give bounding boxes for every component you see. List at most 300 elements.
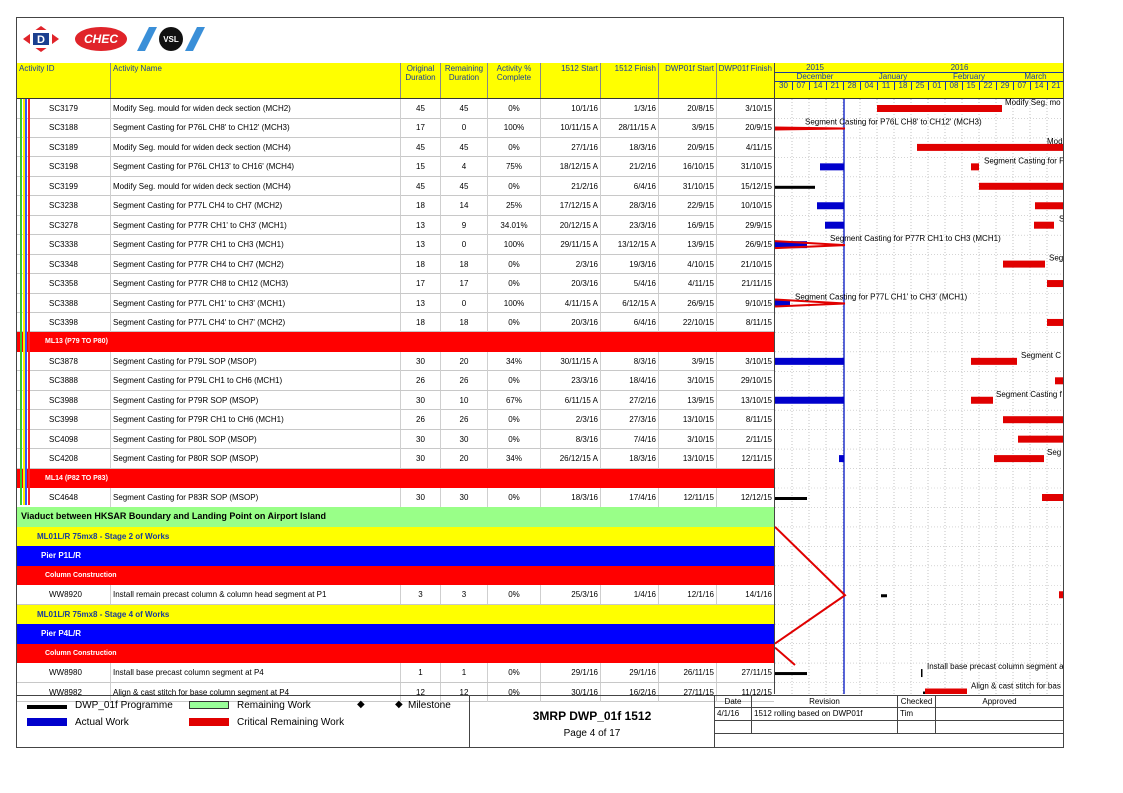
cell-name: Segment Casting for P79L SOP (MSOP) [110, 352, 400, 371]
cell-od: 26 [400, 410, 440, 429]
col-original-duration[interactable]: Original Duration [400, 63, 440, 98]
timescale-day: 21 [1047, 81, 1063, 90]
cell-s2: 27/11/15 [658, 683, 716, 702]
timescale-day: 01 [928, 81, 945, 90]
rev-header-approved: Approved [936, 696, 1063, 708]
cell-f2: 3/10/15 [716, 352, 774, 371]
cell-od: 1 [400, 663, 440, 682]
timescale-label: February [952, 72, 985, 81]
cell-name: Segment Casting for P77L CH1' to CH3' (MCH1) [110, 294, 400, 313]
cell-pc: 34% [487, 352, 540, 371]
cell-f1: 13/12/15 A [600, 235, 658, 254]
wbs-group-band[interactable]: Viaduct between HKSAR Boundary and Landing Point on Airport Island [17, 507, 774, 527]
timescale-day: 08 [945, 81, 962, 90]
timescale-day: 14 [809, 81, 826, 90]
timescale-label: January [878, 72, 908, 81]
cell-s2: 22/10/15 [658, 313, 716, 332]
cell-f2: 14/1/16 [716, 585, 774, 604]
timescale-day: 07 [1013, 81, 1030, 90]
cell-name: Install base precast column segment at P4 [110, 663, 400, 682]
cell-f2: 10/10/15 [716, 196, 774, 215]
table-row[interactable] [17, 177, 774, 197]
cell-name: Install remain precast column & column head segment at P1 [110, 585, 400, 604]
cell-od: 15 [400, 157, 440, 176]
wbs-group-band[interactable]: Column Construction [17, 644, 774, 664]
cell-rd: 20 [440, 449, 487, 468]
cell-pc: 100% [487, 118, 540, 137]
cell-s2: 13/9/15 [658, 391, 716, 410]
schedule-sheet [16, 17, 1064, 748]
legend-actual-label: Actual Work [75, 717, 129, 728]
cell-od: 30 [400, 430, 440, 449]
rev-empty-cell [752, 721, 898, 734]
cell-s2: 3/9/15 [658, 352, 716, 371]
cell-rd: 9 [440, 216, 487, 235]
timescale-day: 22 [979, 81, 996, 90]
cell-id: SC3878 [49, 356, 78, 366]
gantt-bar-label: Segment Casting for F [984, 156, 1064, 166]
cell-od: 13 [400, 235, 440, 254]
cell-od: 12 [400, 683, 440, 702]
gantt-bar [979, 183, 1063, 190]
table-row[interactable] [17, 118, 774, 138]
cell-rd: 1 [440, 663, 487, 682]
cell-od: 3 [400, 585, 440, 604]
cell-pc: 0% [487, 99, 540, 118]
cell-s2: 16/9/15 [658, 216, 716, 235]
cell-f1: 27/2/16 [600, 391, 658, 410]
cell-od: 18 [400, 313, 440, 332]
cell-id: SC4208 [49, 454, 78, 464]
timescale-day: 15 [962, 81, 979, 90]
cell-s2: 22/9/15 [658, 196, 716, 215]
cell-s1: 30/11/15 A [540, 352, 600, 371]
cell-f2: 12/12/15 [716, 488, 774, 507]
cell-pc: 100% [487, 235, 540, 254]
cell-name: Segment Casting for P80L SOP (MSOP) [110, 430, 400, 449]
table-row[interactable] [17, 410, 774, 430]
cell-od: 45 [400, 99, 440, 118]
cell-s1: 2/3/16 [540, 410, 600, 429]
legend-critical-swatch [189, 718, 229, 726]
cell-f2: 29/9/15 [716, 216, 774, 235]
cell-id: WW8982 [49, 687, 82, 697]
gantt-bar [971, 163, 979, 170]
cell-name: Segment Casting for P77R CH4 to CH7 (MCH2) [110, 255, 400, 274]
cell-f1: 28/11/15 A [600, 118, 658, 137]
table-row[interactable] [17, 391, 774, 411]
cell-f2: 20/9/15 [716, 118, 774, 137]
cell-id: SC4098 [49, 434, 78, 444]
cell-name: Modify Seg. mould for widen deck section (MCH4) [110, 177, 400, 196]
cell-s1: 23/3/16 [540, 371, 600, 390]
cell-od: 18 [400, 196, 440, 215]
cell-s2: 13/10/15 [658, 449, 716, 468]
cell-s1: 26/12/15 A [540, 449, 600, 468]
cell-name: Segment Casting for P76L CH8' to CH12' (MCH3) [110, 118, 400, 137]
cell-f1: 6/4/16 [600, 177, 658, 196]
cell-f2: 3/10/15 [716, 99, 774, 118]
cell-f2: 21/11/15 [716, 274, 774, 293]
gantt-bar [1035, 202, 1063, 209]
cell-rd: 26 [440, 371, 487, 390]
timescale-label: 2016 [950, 63, 969, 72]
gantt-bar [820, 163, 844, 170]
cell-od: 30 [400, 391, 440, 410]
legend-programme-label: DWP_01f Programme [75, 700, 173, 711]
cell-pc: 0% [487, 177, 540, 196]
gantt-bar [1003, 416, 1063, 423]
cell-f1: 18/4/16 [600, 371, 658, 390]
cell-f1: 17/4/16 [600, 488, 658, 507]
cell-od: 18 [400, 255, 440, 274]
col-activity-id[interactable]: Activity ID [19, 64, 55, 73]
gantt-bar [1018, 436, 1063, 443]
table-row[interactable] [17, 255, 774, 275]
cell-s2: 4/10/15 [658, 255, 716, 274]
cell-s1: 30/1/16 [540, 683, 600, 702]
cell-name: Segment Casting for P79L CH1 to CH6 (MCH1) [110, 371, 400, 390]
cell-pc: 75% [487, 157, 540, 176]
timescale-day: 28 [843, 81, 860, 90]
cell-pc: 67% [487, 391, 540, 410]
cell-id: SC3278 [49, 220, 78, 230]
cell-f1: 28/3/16 [600, 196, 658, 215]
cell-name: Segment Casting for P76L CH13' to CH16' (MCH4) [110, 157, 400, 176]
gantt-bar-label: Install base precast column segment a [927, 662, 1064, 672]
timescale-day: 18 [894, 81, 911, 90]
gantt-bar [817, 202, 844, 209]
timescale-label: March [1024, 72, 1047, 81]
cell-rd: 17 [440, 274, 487, 293]
gantt-bar-label: S [1059, 214, 1064, 224]
cell-pc: 0% [487, 313, 540, 332]
cell-f1: 16/2/16 [600, 683, 658, 702]
col-1512-finish[interactable]: 1512 Finish [600, 63, 658, 98]
table-row[interactable] [17, 157, 774, 177]
cell-s2: 3/9/15 [658, 118, 716, 137]
gantt-chart [774, 63, 1063, 694]
cell-f2: 31/10/15 [716, 157, 774, 176]
cell-s1: 8/3/16 [540, 430, 600, 449]
col-dwp01f-finish[interactable]: DWP01f Finish [716, 63, 774, 98]
cell-id: SC3388 [49, 298, 78, 308]
rev-empty-cell [898, 721, 936, 734]
table-row[interactable] [17, 352, 774, 372]
cell-id: SC3238 [49, 201, 78, 211]
timescale-day: 25 [911, 81, 928, 90]
cell-id: SC3998 [49, 415, 78, 425]
table-row[interactable] [17, 488, 774, 508]
rev-empty-cell [936, 721, 1063, 734]
gantt-bar-label: Segment C [1021, 350, 1062, 360]
cell-name: Segment Casting for P77R CH1 to CH3 (MCH1) [110, 235, 400, 254]
table-row[interactable] [17, 313, 774, 333]
table-row[interactable] [17, 449, 774, 469]
cell-s2: 4/11/15 [658, 274, 716, 293]
wbs-group-band[interactable]: ML13 (P79 TO P80) [17, 332, 774, 352]
cell-f1: 6/4/16 [600, 313, 658, 332]
cell-f2: 29/10/15 [716, 371, 774, 390]
table-row[interactable] [17, 235, 774, 255]
cell-id: SC3338 [49, 240, 78, 250]
gantt-bar [1047, 319, 1063, 326]
timescale-day: 21 [826, 81, 843, 90]
cell-f2: 12/11/15 [716, 449, 774, 468]
cell-s1: 6/11/15 A [540, 391, 600, 410]
cell-name: Align & cast stitch for base column segment at P4 [110, 683, 400, 702]
table-row[interactable] [17, 585, 774, 605]
cell-name: Modify Seg. mould for widen deck section (MCH2) [110, 99, 400, 118]
cell-f2: 21/10/15 [716, 255, 774, 274]
cell-od: 45 [400, 177, 440, 196]
cell-f1: 18/3/16 [600, 449, 658, 468]
cell-f1: 27/3/16 [600, 410, 658, 429]
rev-header-date: Date [715, 696, 752, 708]
cell-s2: 26/9/15 [658, 294, 716, 313]
wbs-group-band[interactable]: Pier P4L/R [17, 624, 774, 644]
gantt-bar [1047, 280, 1063, 287]
timescale-day: 04 [860, 81, 877, 90]
cell-od: 30 [400, 352, 440, 371]
rev-empty-cell [715, 721, 752, 734]
col-percent-complete[interactable]: Activity % Complete [487, 63, 540, 98]
gantt-logic-line [775, 127, 845, 129]
table-row[interactable] [17, 138, 774, 158]
cell-f1: 1/3/16 [600, 99, 658, 118]
cell-rd: 18 [440, 313, 487, 332]
table-row[interactable] [17, 430, 774, 450]
cell-rd: 18 [440, 255, 487, 274]
cell-rd: 0 [440, 118, 487, 137]
table-header [17, 63, 774, 99]
wbs-group-band[interactable]: ML01L/R 75mx8 - Stage 2 of Works [17, 527, 774, 547]
cell-f2: 13/10/15 [716, 391, 774, 410]
wbs-level-bar [28, 99, 30, 505]
cell-f2: 15/12/15 [716, 177, 774, 196]
gantt-bar [839, 455, 844, 462]
col-dwp01f-start[interactable]: DWP01f Start [658, 63, 716, 98]
cell-s1: 21/2/16 [540, 177, 600, 196]
cell-rd: 26 [440, 410, 487, 429]
gantt-bar-label: Segment Casting for P76L CH8' to CH12' (MCH3) [805, 117, 982, 127]
timescale-day: 11 [877, 81, 894, 90]
cell-pc: 0% [487, 430, 540, 449]
cell-id: SC3348 [49, 259, 78, 269]
cell-pc: 0% [487, 663, 540, 682]
cell-pc: 0% [487, 683, 540, 702]
cell-name: Segment Casting for P79R CH1 to CH6 (MCH1) [110, 410, 400, 429]
timescale-label: December [796, 72, 834, 81]
cell-pc: 0% [487, 488, 540, 507]
rev-header-checked: Checked [898, 696, 936, 708]
cell-od: 17 [400, 118, 440, 137]
gantt-logic-line [775, 527, 845, 644]
wbs-group-band[interactable]: ML01L/R 75mx8 - Stage 4 of Works [17, 605, 774, 625]
cell-name: Segment Casting for P80R SOP (MSOP) [110, 449, 400, 468]
cell-name: Segment Casting for P79R SOP (MSOP) [110, 391, 400, 410]
gantt-bar [925, 689, 967, 695]
cell-id: WW8980 [49, 668, 82, 678]
cell-s1: 25/3/16 [540, 585, 600, 604]
cell-pc: 25% [487, 196, 540, 215]
cell-pc: 100% [487, 294, 540, 313]
wbs-group-band[interactable]: Pier P1L/R [17, 546, 774, 566]
cell-rd: 45 [440, 177, 487, 196]
cell-rd: 4 [440, 157, 487, 176]
cell-pc: 0% [487, 274, 540, 293]
diamond-icon: ◆ [395, 699, 403, 710]
gantt-bar [825, 222, 844, 229]
cell-s1: 29/11/15 A [540, 235, 600, 254]
gantt-bar [971, 397, 993, 404]
cell-od: 26 [400, 371, 440, 390]
timescale-day: 29 [996, 81, 1013, 90]
gantt-bar [775, 397, 844, 404]
cell-id: SC3199 [49, 181, 78, 191]
vsl-logo-text: VSL [163, 35, 179, 44]
table-row[interactable] [17, 371, 774, 391]
gantt-bar [994, 455, 1044, 462]
table-row[interactable] [17, 216, 774, 236]
timescale-day: 30 [779, 81, 788, 90]
cell-id: SC3188 [49, 123, 78, 133]
cell-s1: 4/11/15 A [540, 294, 600, 313]
rev-text: 1512 rolling based on DWP01f [752, 708, 898, 721]
cell-s2: 13/9/15 [658, 235, 716, 254]
cell-pc: 34% [487, 449, 540, 468]
cell-rd: 14 [440, 196, 487, 215]
cell-s1: 20/3/16 [540, 313, 600, 332]
legend-remaining-label: Remaining Work [237, 700, 311, 711]
gantt-bar [1003, 261, 1045, 268]
cell-s1: 20/3/16 [540, 274, 600, 293]
cell-s2: 3/10/15 [658, 371, 716, 390]
document-title: 3MRP DWP_01f 1512 [532, 709, 652, 723]
gantt-bar [775, 186, 815, 189]
timescale-day: 14 [1030, 81, 1047, 90]
cell-s2: 31/10/15 [658, 177, 716, 196]
cell-s1: 29/1/16 [540, 663, 600, 682]
gantt-bar [917, 144, 1063, 151]
cell-f2: 26/9/15 [716, 235, 774, 254]
gantt-bar-label: Seg [1047, 448, 1062, 458]
cell-id: SC3179 [49, 104, 78, 113]
wbs-group-band[interactable]: Column Construction [17, 566, 774, 586]
gantt-bar [1055, 377, 1063, 384]
table-row[interactable] [17, 663, 774, 683]
cell-rd: 20 [440, 352, 487, 371]
cell-od: 17 [400, 274, 440, 293]
gantt-bar [775, 672, 807, 675]
chec-logo [73, 25, 129, 53]
cell-f1: 21/2/16 [600, 157, 658, 176]
gantt-bar [881, 594, 887, 597]
rev-header-revision: Revision [752, 696, 898, 708]
d-logo-letter: D [37, 34, 45, 46]
col-1512-start[interactable]: 1512 Start [540, 63, 600, 98]
cell-rd: 12 [440, 683, 487, 702]
gantt-bar-label: Segment Casting for P77R CH1 to CH3 (MCH1) [830, 234, 1001, 244]
logo-strip [17, 18, 1063, 62]
cell-s1: 10/11/15 A [540, 118, 600, 137]
cell-s2: 16/10/15 [658, 157, 716, 176]
cell-rd: 10 [440, 391, 487, 410]
cell-f2: 4/11/15 [716, 138, 774, 157]
col-remaining-duration[interactable]: Remaining Duration [440, 63, 487, 98]
cell-rd: 0 [440, 235, 487, 254]
dragages-logo [21, 25, 61, 53]
cell-id: SC4648 [49, 493, 78, 502]
cell-id: SC3358 [49, 279, 78, 289]
cell-f1: 6/12/15 A [600, 294, 658, 313]
cell-name: Segment Casting for P77L CH4' to CH7' (MCH2) [110, 313, 400, 332]
chec-logo-text: CHEC [83, 32, 119, 46]
cell-id: SC3398 [49, 317, 78, 327]
cell-f2: 11/12/15 [716, 683, 774, 702]
cell-name: Segment Casting for P77R CH8 to CH12 (MCH3) [110, 274, 400, 293]
table-row[interactable] [17, 196, 774, 216]
legend-milestone-label: Milestone [408, 700, 451, 711]
col-activity-name[interactable]: Activity Name [110, 63, 400, 98]
table-row[interactable] [17, 274, 774, 294]
cell-s2: 12/11/15 [658, 488, 716, 507]
cell-od: 13 [400, 294, 440, 313]
cell-f2: 8/11/15 [716, 313, 774, 332]
page-number: Page 4 of 17 [563, 728, 621, 739]
cell-s1: 10/1/16 [540, 99, 600, 118]
table-row[interactable] [17, 294, 774, 314]
cell-id: SC3198 [49, 162, 78, 172]
cell-s2: 3/10/15 [658, 430, 716, 449]
timescale-day: 07 [792, 81, 809, 90]
legend-actual-swatch [27, 718, 67, 726]
cell-pc: 0% [487, 255, 540, 274]
legend-programme-swatch [27, 705, 67, 709]
gantt-canvas [775, 63, 1063, 694]
cell-id: SC3988 [49, 395, 78, 405]
gantt-bar [1034, 222, 1054, 229]
cell-name: Segment Casting for P83R SOP (MSOP) [110, 488, 400, 507]
cell-s2: 20/9/15 [658, 138, 716, 157]
cell-name: Segment Casting for P77L CH4 to CH7 (MCH2) [110, 196, 400, 215]
gantt-bar [877, 105, 1002, 112]
cell-pc: 34.01% [487, 216, 540, 235]
gantt-bar [775, 358, 844, 365]
cell-f2: 9/10/15 [716, 294, 774, 313]
cell-od: 30 [400, 488, 440, 507]
cell-f1: 7/4/16 [600, 430, 658, 449]
cell-s1: 20/12/15 A [540, 216, 600, 235]
cell-od: 30 [400, 449, 440, 468]
cell-id: WW8920 [49, 590, 82, 600]
cell-f2: 2/11/15 [716, 430, 774, 449]
legend-critical-label: Critical Remaining Work [237, 717, 345, 728]
gantt-bar-label: Seg [1049, 253, 1064, 263]
cell-s1: 18/3/16 [540, 488, 600, 507]
cell-rd: 30 [440, 488, 487, 507]
table-row[interactable] [17, 99, 774, 119]
rev-date: 4/1/16 [715, 708, 752, 721]
gantt-logic-line [775, 648, 795, 665]
cell-name: Segment Casting for P77R CH1' to CH3' (MCH1) [110, 216, 400, 235]
vsl-logo [137, 25, 207, 53]
cell-od: 13 [400, 216, 440, 235]
cell-s2: 13/10/15 [658, 410, 716, 429]
cell-rd: 3 [440, 585, 487, 604]
cell-rd: 0 [440, 294, 487, 313]
wbs-group-band[interactable]: ML14 (P82 TO P83) [17, 469, 774, 489]
